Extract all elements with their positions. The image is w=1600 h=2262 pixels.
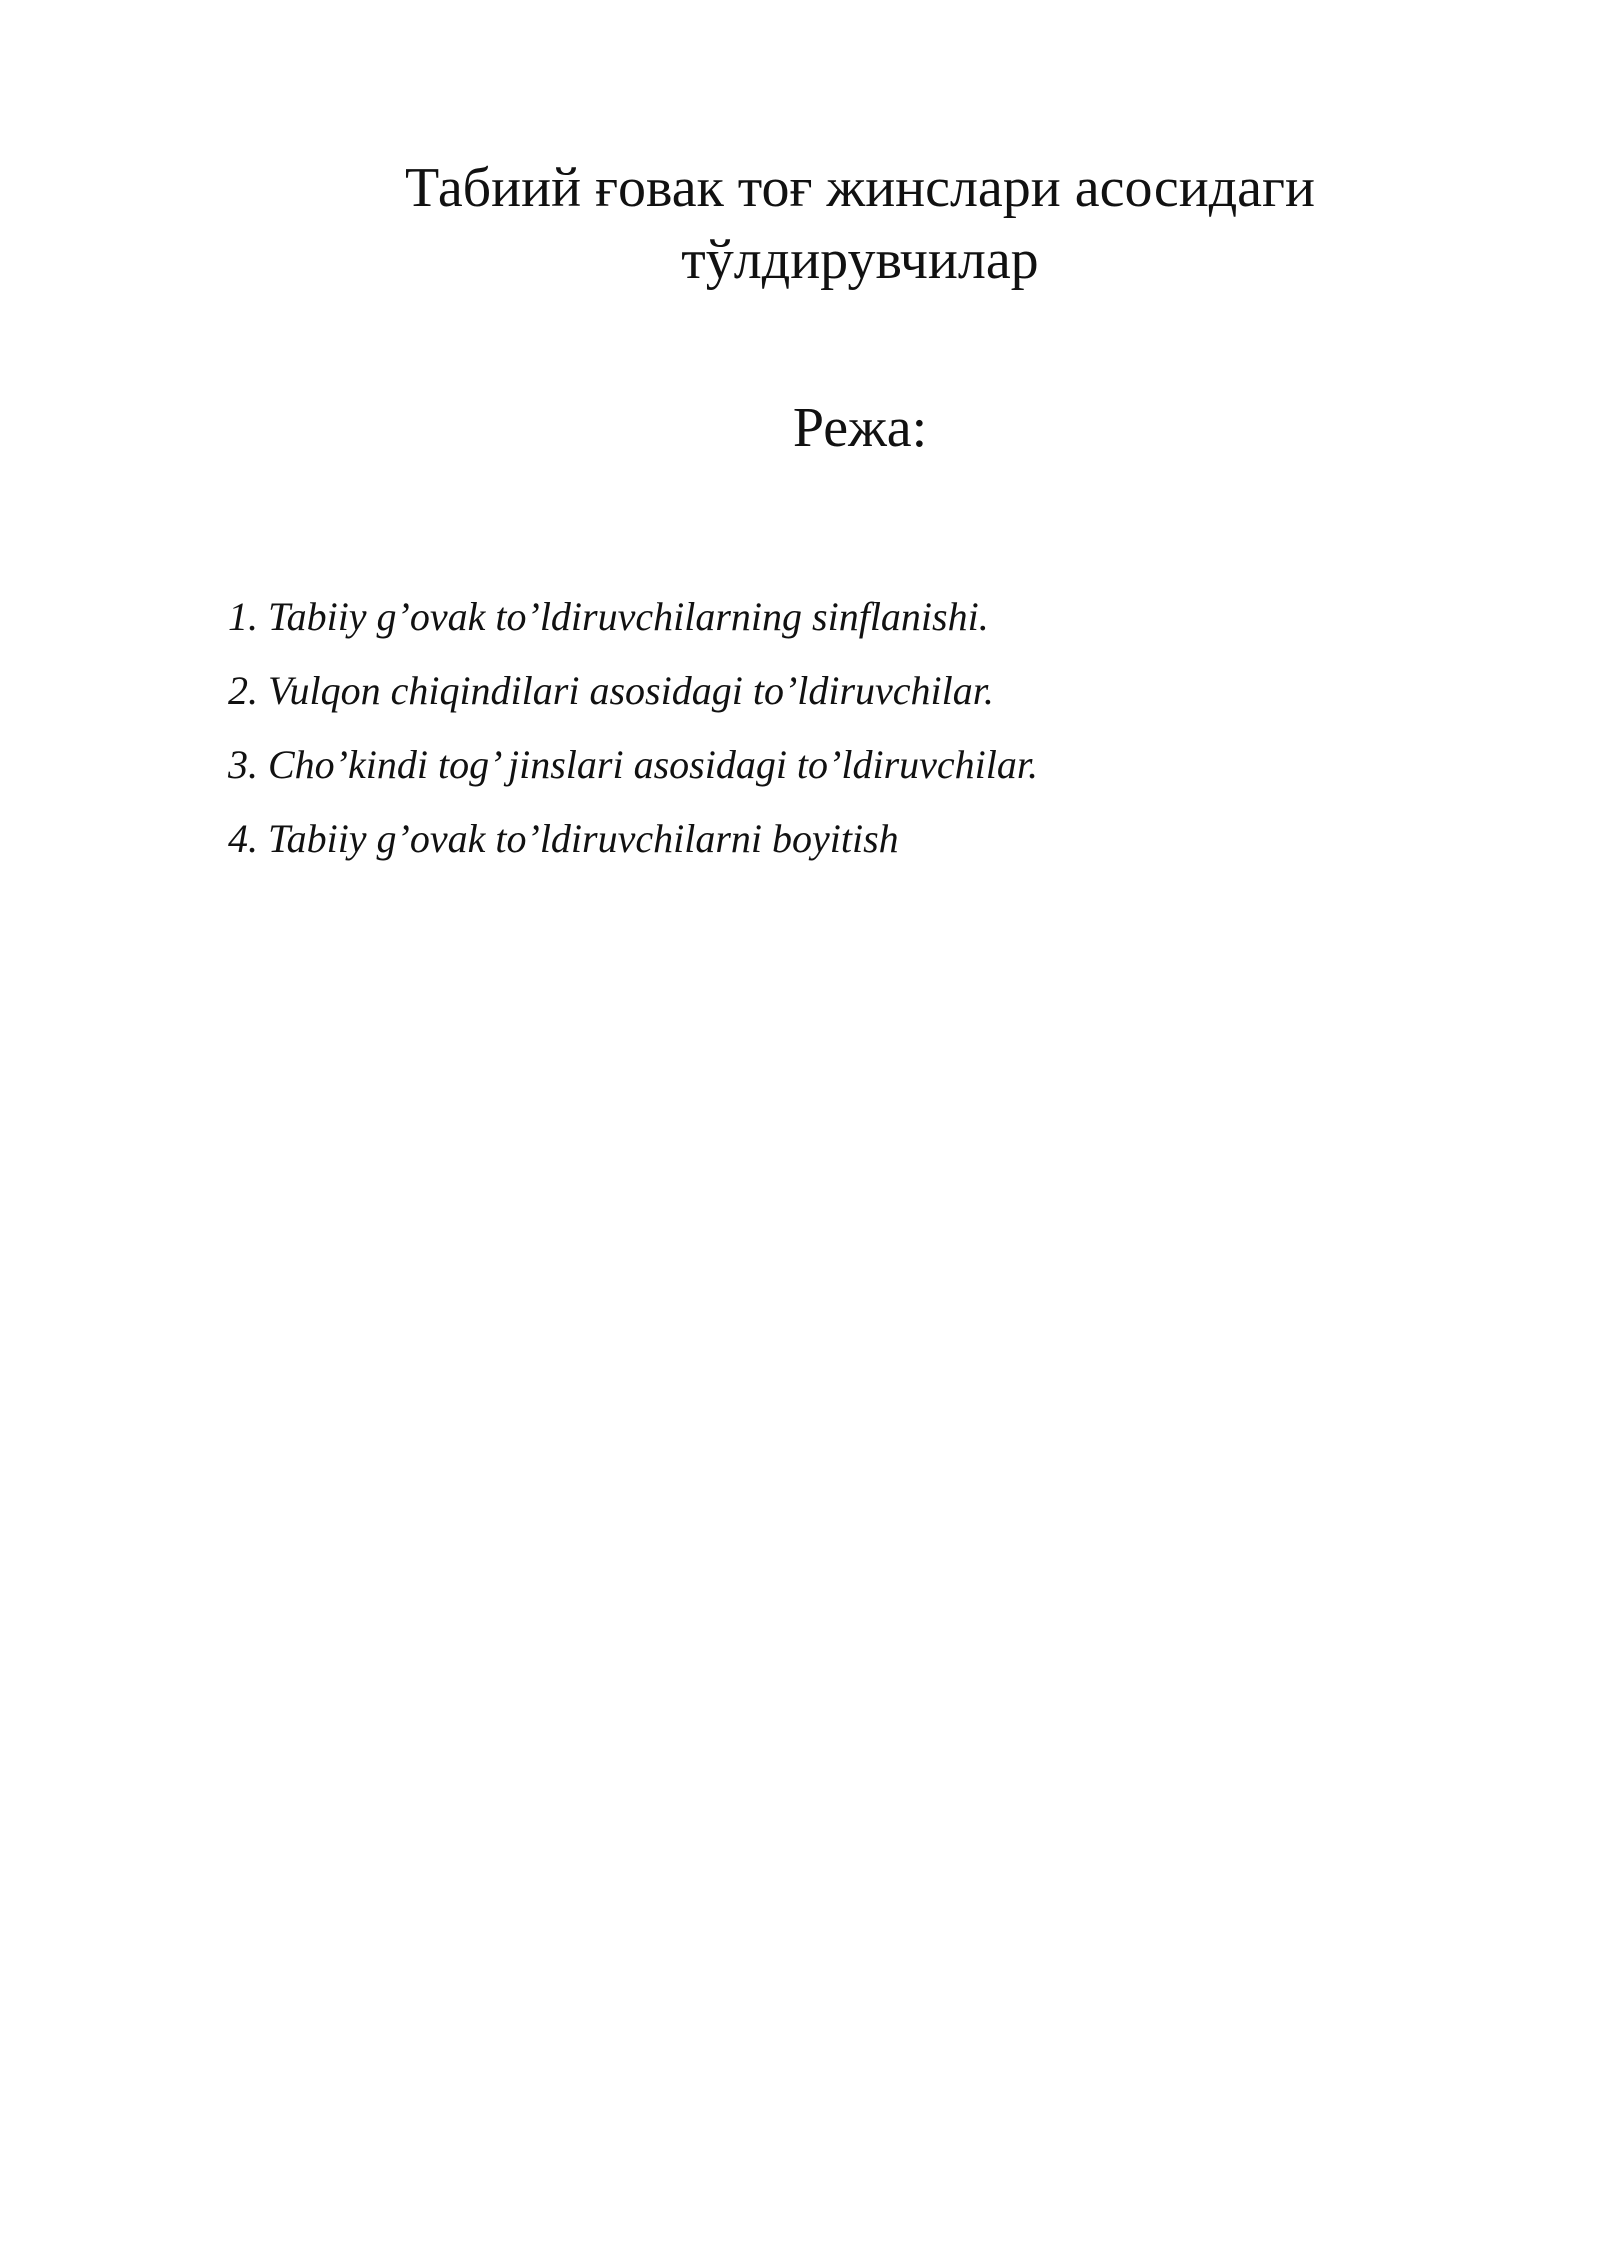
plan-list [228,592,1428,888]
document-title [300,152,1420,296]
plan-item-4: 4. Tabiiy g’ovak to’ldiruvchilarni boyitish [228,816,899,861]
plan-item-1: 1. Tabiiy g’ovak to’ldiruvchilarning sinflanishi. [228,594,989,639]
document-title-line-2: тўлдирувчилар [681,229,1039,291]
plan-item-2: 2. Vulqon chiqindilari asosidagi to’ldiruvchilar. [228,668,994,713]
plan-item-3: 3. Cho’kindi tog’ jinslari asosidagi to’ldiruvchilar. [228,742,1039,787]
document-title-line-1: Табиий ғовак тоғ жинслари асосидаги [405,157,1315,219]
plan-heading: Режа: [792,397,928,459]
